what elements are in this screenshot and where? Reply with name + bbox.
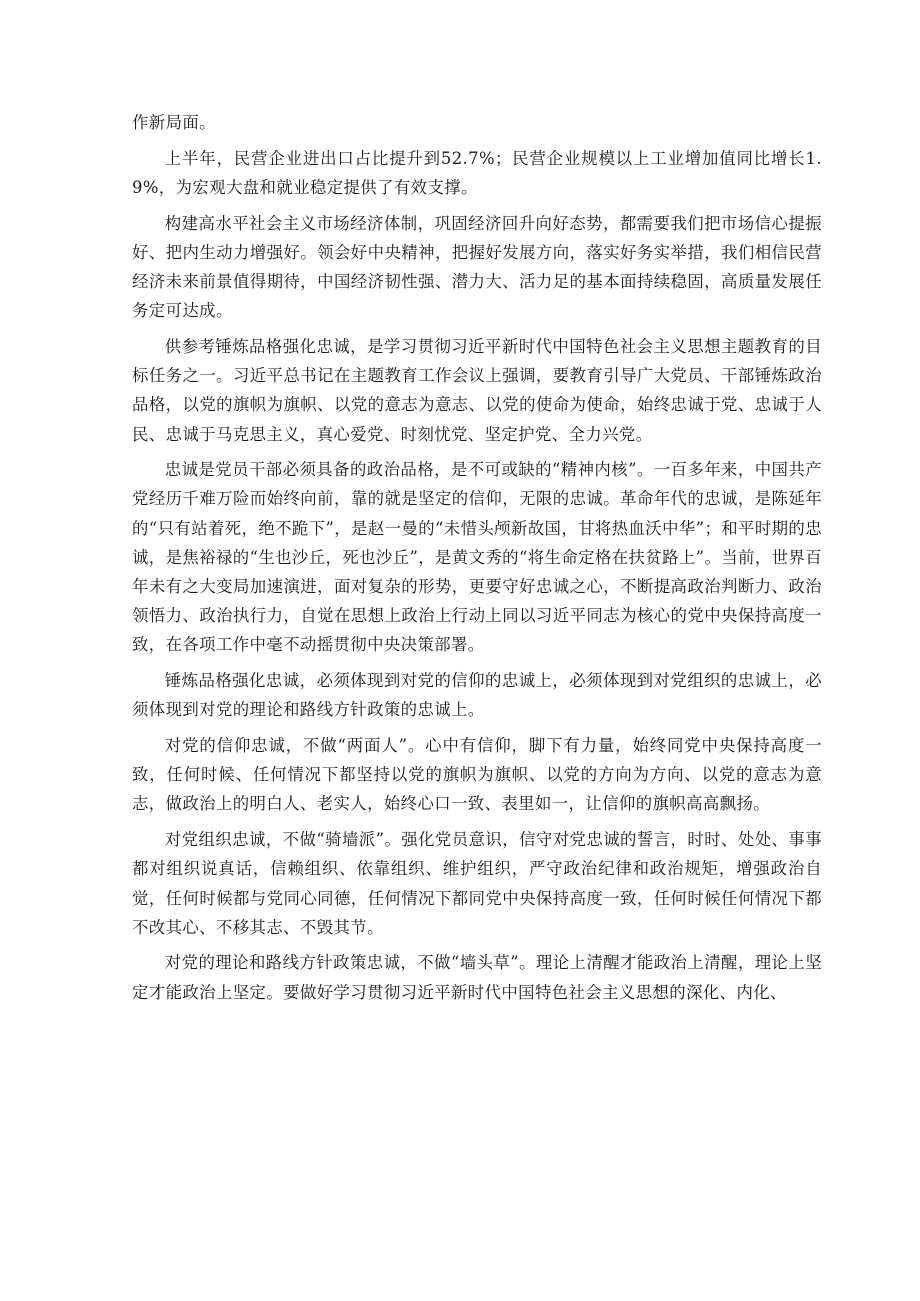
paragraph-theory-loyalty: 对党的理论和路线方针政策忠诚，不做“墙头草”。理论上清醒才能政治上清醒，理论上坚定才能政治上坚定。要做好学习贯彻习近平新时代中国特色社会主义思想的深化、内化、	[132, 953, 822, 1002]
paragraph-loyalty-core: 忠诚是党员干部必须具备的政治品格，是不可或缺的“精神内核”。一百多年来，中国共产党经历千难万险而始终向前，靠的就是坚定的信仰，无限的忠诚。革命年代的忠诚，是陈延年的“只有站着死，绝不跪下”，是赵一曼的“未惜头颅新故国，甘将热血沃中华”；和平时期的忠诚，是焦裕禄的“生也沙丘，死也沙丘”，是黄文秀的“将生命定格在扶贫路上”。当前，世界百年未有之大变局加速演进，面对复杂的形势，更要守好忠诚之心，不断提高政治判断力、政治领悟力、政治执行力，自觉在思想上政治上行动上同以习近平同志为核心的党中央保持高度一致，在各项工作中毫不动摇贯彻中央决策部署。	[132, 460, 822, 655]
paragraph-organization-loyalty: 对党组织忠诚，不做“骑墙派”。强化党员意识，信守对党忠诚的誓言，时时、处处、事事都对组织说真话，信赖组织、依靠组织、维护组织，严守政治纪律和政治规矩，增强政治自觉，任何时候都与党同心同德，任何情况下都同党中央保持高度一致，任何时候任何情况下都不改其心、不移其志、不毁其节。	[132, 830, 822, 937]
paragraph-faith-loyalty: 对党的信仰忠诚，不做“两面人”。心中有信仰，脚下有力量，始终同党中央保持高度一致，任何时候、任何情况下都坚持以党的旗帜为旗帜、以党的方向为方向、以党的意志为意志，做政治上的明白人、老实人，始终心口一致、表里如一，让信仰的旗帜高高飘扬。	[132, 736, 822, 814]
paragraph-loyalty-intro: 供参考锤炼品格强化忠诚，是学习贯彻习近平新时代中国特色社会主义思想主题教育的目标任务之一。习近平总书记在主题教育工作会议上强调，要教育引导广大党员、干部锤炼政治品格，以党的旗帜为旗帜、以党的意志为意志、以党的使命为使命，始终忠诚于党、忠诚于人民、忠诚于马克思主义，真心爱党、时刻忧党、坚定护党、全力兴党。	[132, 336, 822, 444]
document-page	[132, 108, 822, 1013]
paragraph-loyalty-requirements: 锤炼品格强化忠诚，必须体现到对党的信仰的忠诚上，必须体现到对党组织的忠诚上，必须体现到对党的理论和路线方针政策的忠诚上。	[132, 671, 822, 720]
paragraph-continuation: 作新局面。	[132, 113, 216, 132]
paragraph-private-enterprise-stats: 上半年，民营企业进出口占比提升到52.7%；民营企业规模以上工业增加值同比增长1.9%，为宏观大盘和就业稳定提供了有效支撑。	[132, 148, 822, 197]
paragraph-market-economy: 构建高水平社会主义市场经济体制，巩固经济回升向好态势，都需要我们把市场信心提振好、把内生动力增强好。领会好中央精神，把握好发展方向，落实好务实举措，我们相信民营经济未来前景值得期待，中国经济韧性强、潜力大、活力足的基本面持续稳固，高质量发展任务定可达成。	[132, 213, 822, 321]
